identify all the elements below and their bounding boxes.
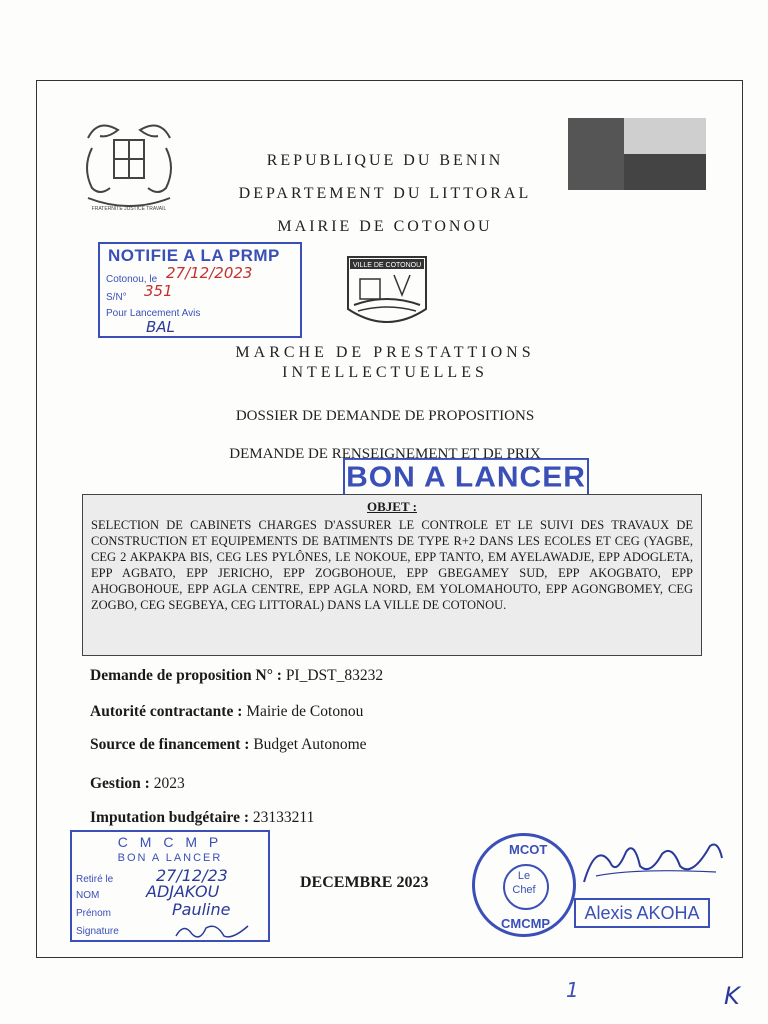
objet-text: SELECTION DE CABINETS CHARGES D'ASSURER LE CONTROLE ET LE SUIVI DES TRAVAUX DE CONSTRUCTION ET EQUIPEMENTS DE BATIMENTS DE TYPE R+2 DANS LES ECOLES ET CEG (YAGBE, CEG 2 AKPAKPA BIS, CEG LES PYLÔNES, LE NOKOUE, EPP TANTO, EM AYELAWADJE, EPP ADOGLETA, EPP AGBATO, EPP JERICHO, EPP ZOGBOHOUE, EPP GBEGAMEY SUD, EPP AKOGBATO, EPP AHOGBOHOUE, EPP AGLA CENTRE, EPP AGLA NORD, EM YOLOMAHOUTO, EPP AGONGBOMEY, CEG ZOGBO, CEG SEGBEYA, CEG LITTORAL) DANS LA VILLE DE COTONOU.: [91, 518, 693, 612]
cmcmp-stamp: [70, 830, 270, 942]
cmcmp-retire-label: Retiré le: [76, 874, 114, 885]
logo-text: VILLE DE COTONOU: [352, 262, 422, 269]
field-autorite-value: Mairie de Cotonou: [246, 703, 364, 720]
round-stamp: [472, 833, 576, 937]
title-line-1: MARCHE DE PRESTATTIONS: [235, 344, 535, 361]
prmp-stamp: [98, 242, 302, 338]
cmcmp-prenom-label: Prénom: [76, 908, 112, 919]
prmp-sn-value: 351: [144, 282, 173, 300]
field-imputation-value: 23133211: [252, 809, 315, 826]
prmp-sn-label: S/N°: [106, 292, 127, 303]
prmp-avis-label: Pour Lancement Avis: [106, 308, 201, 319]
cmcmp-retire-value: 27/12/23: [156, 866, 228, 885]
signatory-name: Alexis AKOHA: [574, 898, 710, 928]
field-demande: [90, 667, 383, 685]
cmcmp-nom-label: NOM: [76, 890, 100, 901]
field-autorite: [90, 703, 363, 721]
round-stamp-center-1: Le: [517, 870, 531, 882]
coat-motto: FRATERNITE JUSTICE TRAVAIL: [91, 206, 167, 212]
field-gestion-value: 2023: [153, 775, 185, 792]
round-stamp-bottom: CMCMP: [501, 916, 551, 931]
cmcmp-signature-icon: [172, 920, 252, 942]
field-source-value: Budget Autonome: [253, 736, 367, 753]
round-stamp-top: MCOT: [509, 842, 548, 857]
round-stamp-center-2: Chef: [512, 884, 536, 896]
prmp-stamp-title: NOTIFIE A LA PRMP: [108, 246, 280, 265]
field-autorite-label: Autorité contractante :: [90, 703, 243, 720]
title-line-2: INTELLECTUELLES: [282, 364, 488, 381]
header-line-2: DEPARTEMENT DU LITTORAL: [238, 185, 532, 202]
field-gestion: [90, 775, 185, 793]
field-source: [90, 736, 367, 754]
dossier-title: DOSSIER DE DEMANDE DE PROPOSITIONS: [235, 408, 535, 424]
field-demande-value: PI_DST_83232: [285, 667, 384, 684]
field-demande-label: Demande de proposition N° :: [90, 667, 282, 684]
prmp-date-label: Cotonou, le: [106, 274, 158, 285]
document-date: DECEMBRE 2023: [300, 874, 429, 891]
ville-de-cotonou-logo-icon: [344, 253, 430, 331]
field-source-label: Source de financement :: [90, 736, 250, 753]
header-line-1: REPUBLIQUE DU BENIN: [266, 152, 504, 169]
field-imputation-label: Imputation budgétaire :: [90, 809, 250, 826]
objet-label: OBJET: [367, 499, 410, 514]
cmcmp-subtitle: BON A LANCER: [117, 852, 223, 864]
signature-icon: [576, 832, 726, 896]
header-line-3: MAIRIE DE COTONOU: [277, 218, 493, 235]
objet-box: OBJET : SELECTION DE CABINETS CHARGES D'ASSURER LE CONTROLE ET LE SUIVI DES TRAVAUX DE CONSTRUCTION ET EQUIPEMENTS DE BATIMENTS DE TYPE R+2 DANS LES ECOLES ET CEG (YAGBE, CEG 2 AKPAKPA BIS, CEG LES PYLÔNES, LE NOKOUE, EPP TANTO, EM AYELAWADJE, EPP ADOGLETA, EPP AGBATO, EPP JERICHO, EPP ZOGBOHOUE, EPP GBEGAMEY SUD, EPP AKOGBATO, EPP AHOGBOHOUE, EPP AGLA CENTRE, EPP AGLA NORD, EM YOLOMAHOUTO, EPP AGONGBOMEY, CEG ZOGBO, CEG SEGBEYA, CEG LITTORAL) DANS LA VILLE DE COTONOU.: [82, 494, 702, 656]
prmp-avis-value: BAL: [146, 318, 175, 336]
cmcmp-title: C M C M P: [117, 834, 223, 850]
prmp-date-value: 27/12/2023: [166, 264, 253, 282]
initial-mark: K: [724, 982, 740, 1010]
demande-title: DEMANDE DE RENSEIGNEMENT ET DE PRIX: [229, 446, 541, 462]
page-number: 1: [566, 978, 579, 1002]
field-gestion-label: Gestion :: [90, 775, 150, 792]
cmcmp-signature-label: Signature: [76, 926, 119, 937]
cmcmp-prenom-value: Pauline: [172, 900, 231, 919]
field-imputation: [90, 809, 314, 827]
bon-a-lancer-stamp: BON A LANCER: [343, 458, 589, 496]
cmcmp-nom-value: ADJAKOU: [146, 882, 220, 901]
